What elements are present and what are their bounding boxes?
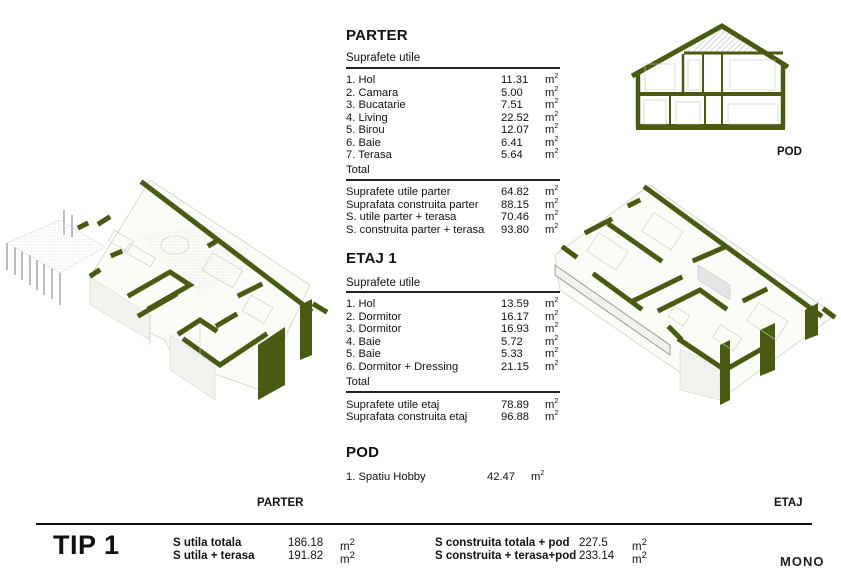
summary-label: S utila + terasa [173, 549, 255, 562]
unit: $m^2$ [545, 110, 559, 124]
room-name: 6. Dormitor + Dressing [346, 360, 459, 373]
room-name: 1. Hol [346, 298, 376, 310]
room-name: 6. Baie [346, 136, 381, 149]
total-area: 93.80 [501, 223, 529, 236]
room-area: 42.47 [487, 471, 515, 483]
summary-value: 233.14 [579, 549, 615, 562]
unit: $m^2$ [545, 322, 559, 335]
summary-value: 227.5 [579, 537, 608, 549]
unit: $m^2$ [545, 197, 559, 211]
room-area: 22.52 [501, 111, 529, 124]
summary-divider [36, 523, 812, 525]
parter-heading: PARTER [346, 27, 408, 44]
summary-value: 186.18 [288, 537, 324, 549]
section-drawing-label: POD [777, 146, 802, 158]
parter-drawing-label: PARTER [257, 497, 304, 509]
unit: $m^2$ [545, 309, 559, 323]
unit: $m^2$ [545, 210, 559, 223]
etaj-heading: ETAJ 1 [346, 250, 397, 267]
summary-label: S construita totala + pod [435, 537, 570, 549]
unit: $m^2$ [632, 537, 647, 553]
room-area: 5.72 [501, 335, 523, 348]
room-area: 12.07 [501, 124, 529, 136]
unit: $m^2$ [545, 73, 559, 86]
unit: $m^2$ [545, 123, 559, 136]
list-item [346, 336, 566, 349]
unit: $m^2$ [545, 135, 559, 149]
summary-value: 191.82 [288, 549, 324, 562]
divider [346, 179, 560, 181]
unit: $m^2$ [545, 85, 559, 99]
unit: $m^2$ [340, 549, 355, 566]
room-area: 5.33 [501, 348, 523, 360]
total-area: 64.82 [501, 186, 529, 198]
list-item [346, 149, 566, 162]
unit: $m^2$ [545, 148, 559, 161]
room-area: 5.64 [501, 149, 523, 161]
unit: $m^2$ [340, 537, 355, 553]
unit: $m^2$ [545, 359, 559, 373]
room-area: 13.59 [501, 298, 529, 310]
unit: $m^2$ [632, 549, 647, 566]
divider [346, 67, 560, 69]
etaj-drawing-label: ETAJ [774, 497, 803, 509]
room-name: 4. Living [346, 111, 388, 124]
total-name: Suprafata construita parter [346, 198, 479, 211]
list-item [346, 74, 566, 87]
room-name: 5. Birou [346, 124, 385, 136]
list-item [346, 112, 566, 125]
list-item [346, 471, 566, 484]
total-name: Suprafata construita etaj [346, 411, 468, 423]
total-name: Suprafete utile parter [346, 186, 451, 198]
room-area: 6.41 [501, 136, 523, 149]
etaj-subtitle: Suprafete utile [346, 277, 421, 289]
list-item [346, 199, 566, 212]
total-area: 88.15 [501, 198, 529, 211]
total-area: 96.88 [501, 411, 529, 423]
list-item [346, 124, 566, 137]
total-label: Total [346, 376, 370, 388]
room-name: 2. Camara [346, 86, 399, 99]
list-item [346, 411, 566, 424]
room-name: 3. Dormitor [346, 323, 402, 335]
unit: $m^2$ [531, 470, 545, 483]
brand-logo: MONO [780, 554, 825, 569]
unit: $m^2$ [545, 297, 559, 310]
summary-label: S utila totala [173, 537, 242, 549]
divider [346, 291, 560, 293]
summary-label: S construita + terasa+pod [435, 549, 577, 562]
parter-subtitle: Suprafete utile [346, 52, 421, 64]
total-area: 78.89 [501, 398, 529, 411]
list-item [346, 137, 566, 150]
list-item [346, 311, 566, 324]
type-title: TIP 1 [53, 530, 120, 560]
unit: $m^2$ [545, 222, 559, 236]
unit: $m^2$ [545, 334, 559, 348]
room-name: 7. Terasa [346, 149, 392, 161]
room-name: 5. Baie [346, 348, 381, 360]
room-name: 1. Hol [346, 74, 376, 86]
section-drawing [630, 24, 800, 134]
unit: $m^2$ [545, 347, 559, 360]
list-item [346, 348, 566, 361]
room-name: 3. Bucatarie [346, 99, 406, 111]
list-item [346, 399, 566, 412]
list-item [346, 298, 566, 311]
total-label: Total [346, 164, 370, 176]
etaj-isometric-plan [550, 180, 840, 405]
room-name: 2. Dormitor [346, 310, 402, 323]
room-name: 1. Spatiu Hobby [346, 471, 426, 483]
parter-isometric-plan [0, 175, 340, 410]
room-area: 16.17 [501, 310, 529, 323]
list-item [346, 186, 566, 199]
total-name: S. utile parter + terasa [346, 211, 457, 223]
room-area: 21.15 [501, 360, 529, 373]
list-item [346, 361, 566, 374]
room-area: 7.51 [501, 99, 523, 111]
total-area: 70.46 [501, 211, 529, 223]
list-item [346, 224, 566, 237]
list-item [346, 87, 566, 100]
unit: $m^2$ [545, 410, 559, 423]
room-area: 5.00 [501, 86, 523, 99]
unit: $m^2$ [545, 98, 559, 111]
total-name: S. construita parter + terasa [346, 223, 485, 236]
room-area: 11.31 [501, 74, 529, 86]
list-item [346, 323, 566, 336]
unit: $m^2$ [545, 185, 559, 198]
list-item [346, 211, 566, 224]
unit: $m^2$ [545, 397, 559, 411]
room-name: 4. Baie [346, 335, 381, 348]
list-item [346, 99, 566, 112]
room-area: 16.93 [501, 323, 529, 335]
total-name: Suprafete utile etaj [346, 398, 440, 411]
pod-heading: POD [346, 444, 380, 461]
divider [346, 391, 560, 393]
